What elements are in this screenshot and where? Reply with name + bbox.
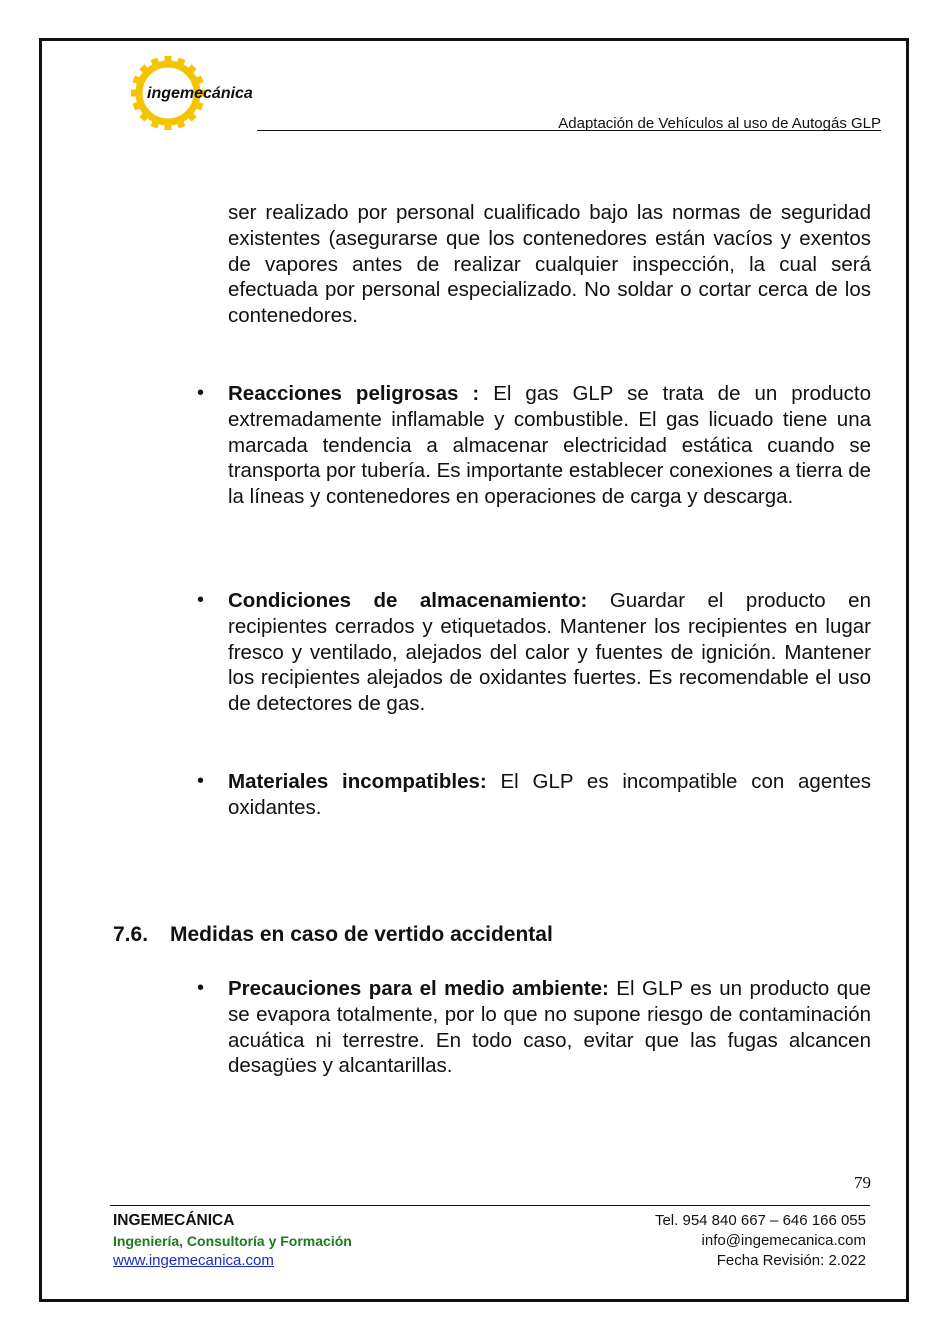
section-number: 7.6. [113,923,149,946]
bullet-item [228,381,871,510]
bullet-term: Precauciones para el medio ambiente: [228,977,609,1000]
footer-email[interactable]: info@ingemecanica.com [701,1232,866,1249]
bullet-term: Reacciones peligrosas : [228,382,480,405]
gear-tooth [131,90,139,97]
footer-rule [110,1205,870,1206]
footer-company: INGEMECÁNICA [113,1212,235,1229]
bullet-item [228,769,871,821]
page-number: 79 [854,1173,871,1192]
footer-left [113,1211,352,1271]
gear-tooth [165,56,172,64]
bullet-item [228,976,871,1079]
intro-paragraph-block [228,200,871,329]
bullet-text: El gas GLP se trata de un producto extremadamente inflamable y combustible. El gas licuado tiene una marcada tendencia a almacenar electricidad estática cuando se transporta por tubería. Es importante establecer conexiones a tierra de la líneas y contenedores en operaciones de carga y descarga. [228,382,871,509]
ingemecanica-logo [131,56,259,130]
bullet-icon: • [197,977,205,999]
bullet-icon: • [197,589,205,611]
footer-tagline: Ingeniería, Consultoría y Formación [113,1233,352,1249]
logo-text: ingemecánica [147,85,253,102]
section-title: Medidas en caso de vertido accidental [170,923,553,946]
bullet-term: Materiales incompatibles: [228,770,487,793]
section-heading [113,923,553,947]
footer-website-link[interactable]: www.ingemecanica.com [113,1252,274,1269]
bullet-text: El GLP es un producto que se evapora totalmente, por lo que no supone riesgo de contaminación acuática ni terrestre. En todo caso, evitar que las fugas alcancen desagües y alcantarillas. [228,977,871,1078]
footer-revision: Fecha Revisión: 2.022 [716,1252,866,1269]
bullet-item [228,588,871,717]
bullet-icon: • [197,382,205,404]
document-title: Adaptación de Vehículos al uso de Autogás GLP [558,115,881,132]
bullet-text: El GLP es incompatible con agentes oxidantes. [228,770,871,819]
footer-right [655,1211,866,1271]
bullet-icon: • [197,770,205,792]
gear-tooth [165,122,172,130]
bullet-text: Guardar el producto en recipientes cerrados y etiquetados. Mantener los recipientes en lugar fresco y ventilado, alejados del calor y fuentes de ignición. Mantener los recipientes alejados de oxidantes fuertes. Es recomendable el uso de detectores de gas. [228,589,871,716]
footer-phone: Tel. 954 840 667 – 646 166 055 [654,1212,866,1229]
intro-paragraph: ser realizado por personal cualificado bajo las normas de seguridad existentes (asegurarse que los contenedores están vacíos y exentos de vapores antes de realizar cualquier inspección, la cual será efectuada por personal especializado. No soldar o cortar cerca de los contenedores. [228,201,871,328]
bullet-term: Condiciones de almacenamiento: [228,589,588,612]
